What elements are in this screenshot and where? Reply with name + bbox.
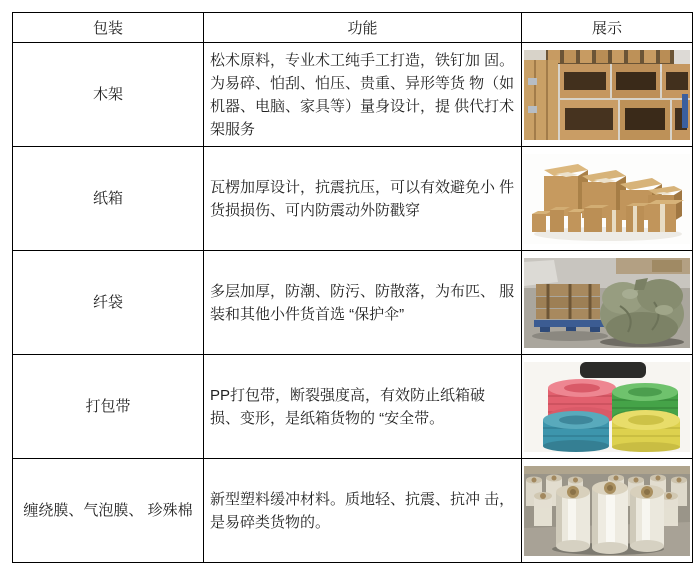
header-function-label: 功能 xyxy=(347,20,378,37)
wooden-crates-photo xyxy=(524,50,690,140)
header-function xyxy=(204,13,522,43)
function-text: 松术原料，专业术工纯手工打造，铁钉加 固。为易碎、怕刮、怕压、贵重、异形等货 物（如机器、电脑、家具等）量身设计，提 供代打术架服务 xyxy=(204,43,522,147)
header-display-label: 展示 xyxy=(591,20,622,37)
package-name: 纤袋 xyxy=(13,251,204,355)
table-row-carton xyxy=(13,147,693,251)
photo-cell xyxy=(522,147,693,251)
header-package xyxy=(13,13,204,43)
table-row-fiber-bag xyxy=(13,251,693,355)
package-name: 木架 xyxy=(13,43,204,147)
header-package-label: 包装 xyxy=(92,20,123,37)
function-text: 多层加厚，防潮、防污、防散落，为布匹、 服装和其他小件货首选 “保护伞” xyxy=(204,251,522,355)
woven-bags-photo xyxy=(524,258,690,348)
cardboard-boxes-photo xyxy=(524,154,690,244)
table-row-wooden-frame xyxy=(13,43,693,147)
photo-cell xyxy=(522,459,693,563)
photo-cell xyxy=(522,251,693,355)
function-text: 新型塑料缓冲材料。质地轻、抗震、抗冲 击，是易碎类货物的。 xyxy=(204,459,522,563)
film-rolls-photo xyxy=(524,466,690,556)
table-row-films xyxy=(13,459,693,563)
package-name: 纸箱 xyxy=(13,147,204,251)
table-row-strapping xyxy=(13,355,693,459)
strap-rolls-photo xyxy=(524,362,690,452)
header-row xyxy=(13,13,693,43)
photo-cell xyxy=(522,43,693,147)
package-name: 缠绕膜、气泡膜、 珍殊棉 xyxy=(13,459,204,563)
function-text: PP打包带，断裂强度高，有效防止纸箱破 损、变形，是纸箱货物的 “安全带。 xyxy=(204,355,522,459)
function-text: 瓦楞加厚设计，抗震抗压，可以有效避免小 件货损损伤、可内防震动外防戳穿 xyxy=(204,147,522,251)
package-name: 打包带 xyxy=(13,355,204,459)
photo-cell xyxy=(522,355,693,459)
header-display xyxy=(522,13,693,43)
packaging-table xyxy=(12,12,693,563)
